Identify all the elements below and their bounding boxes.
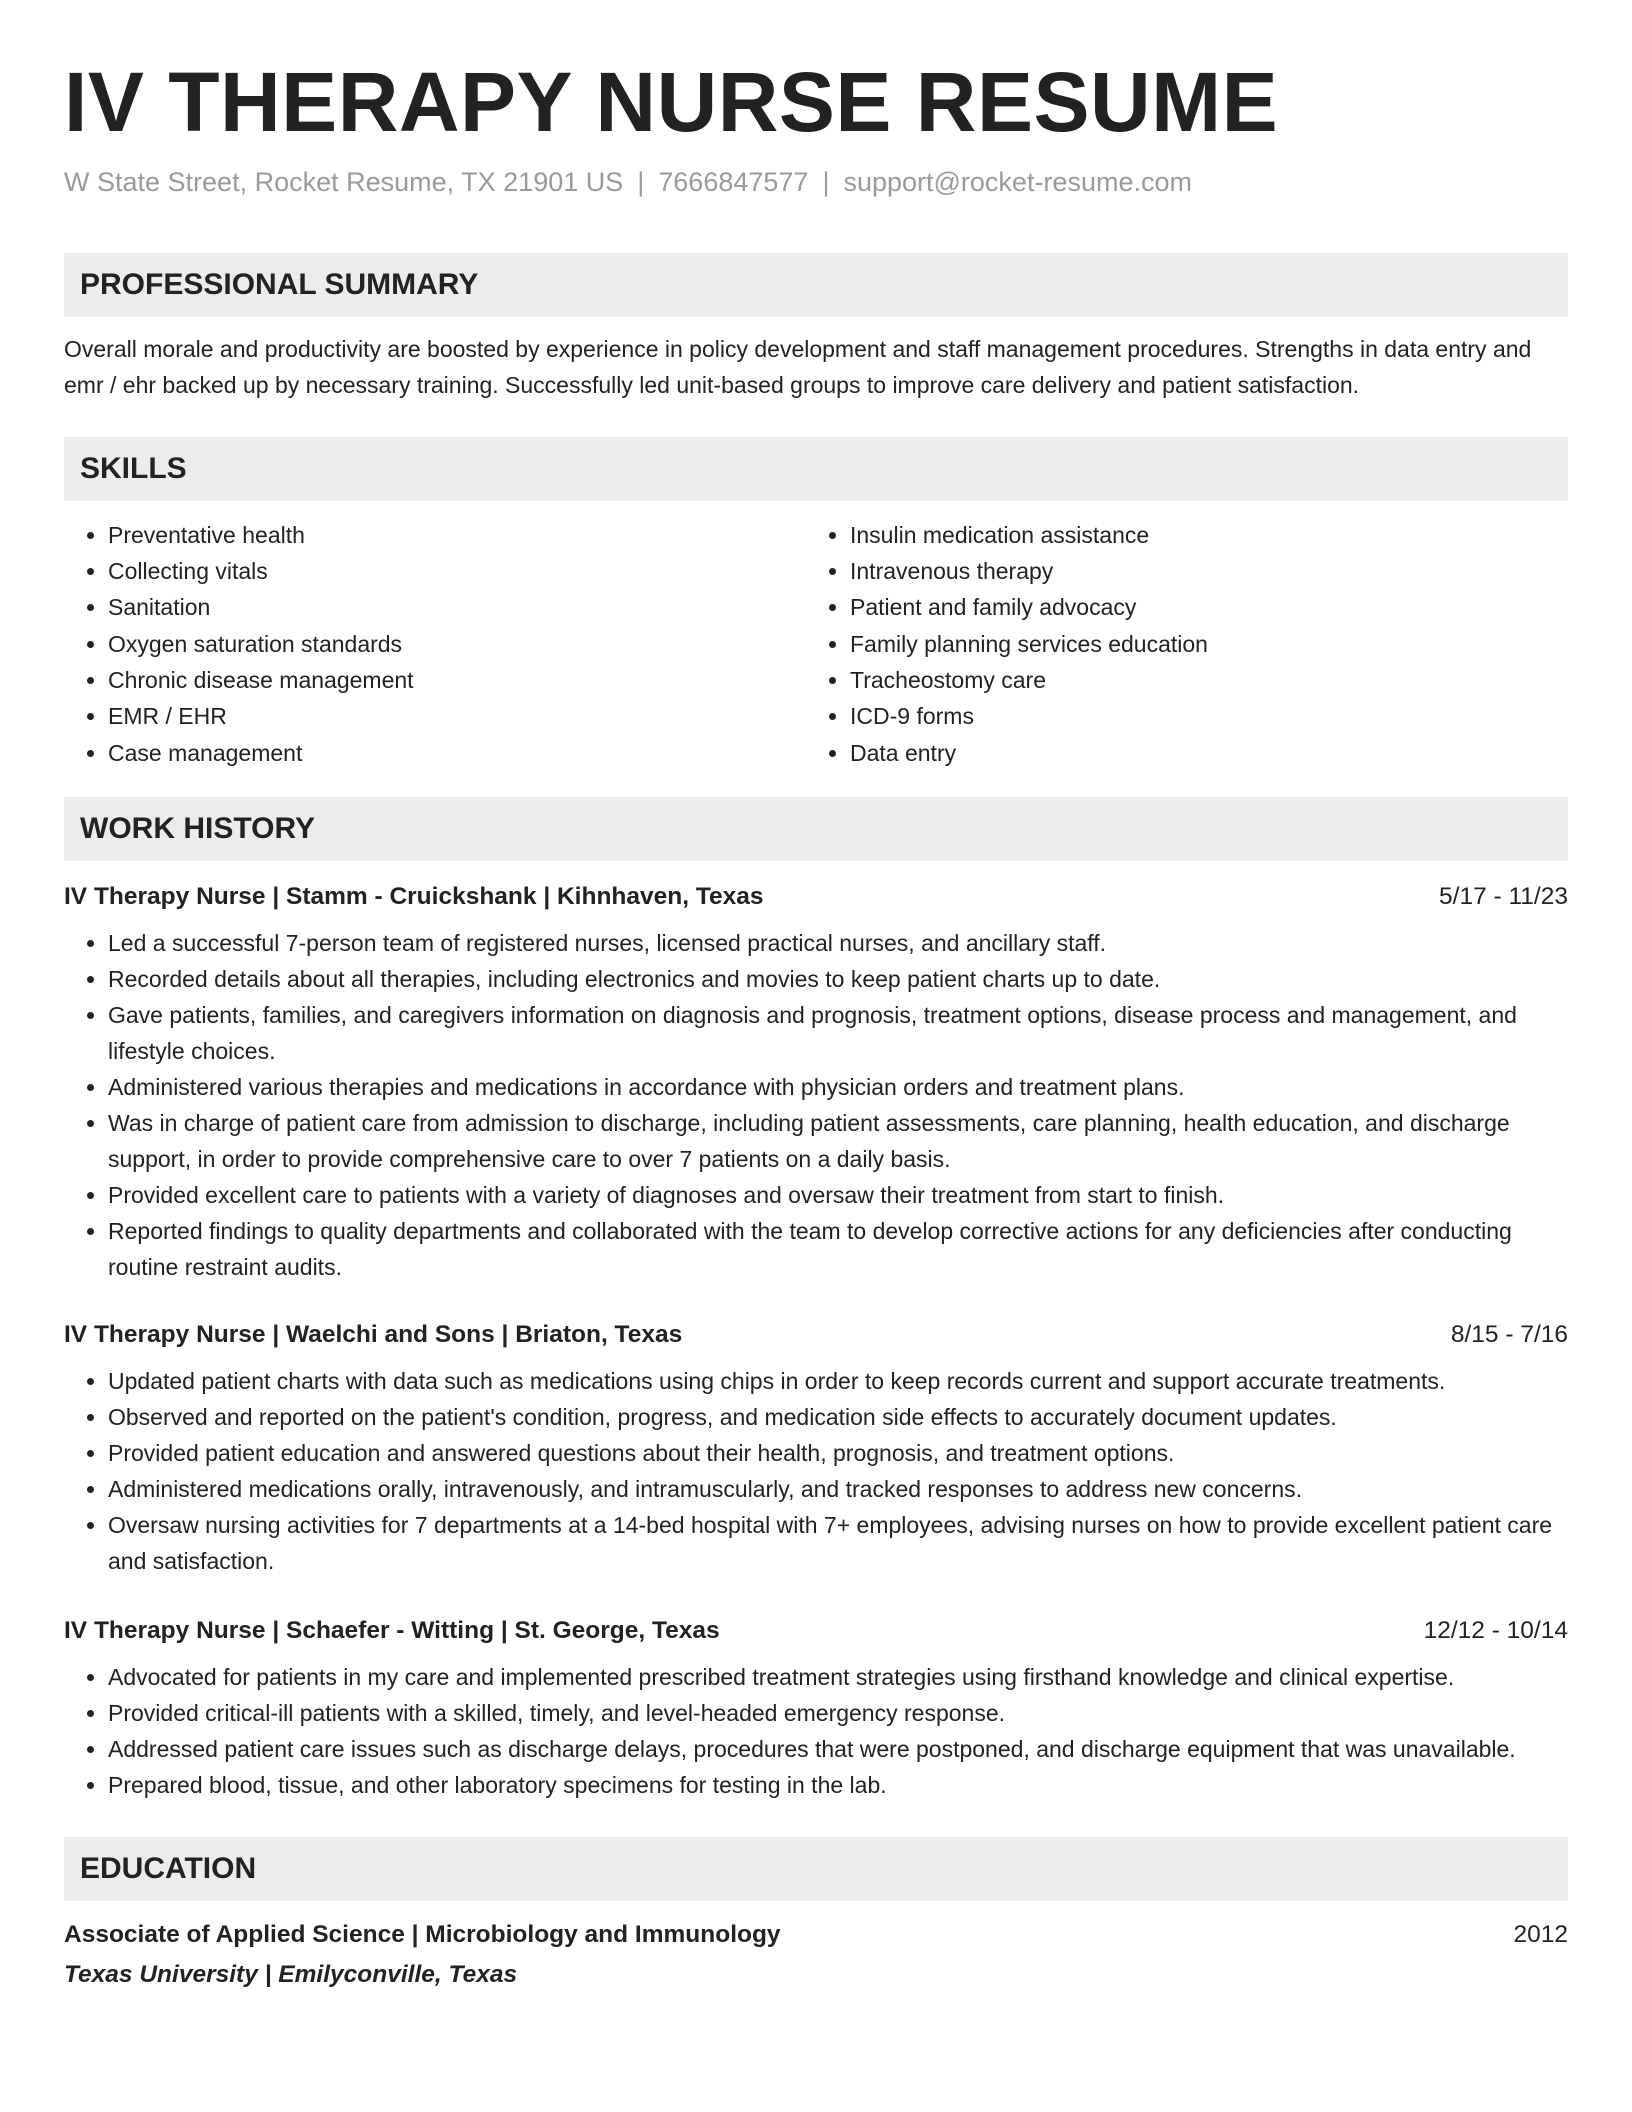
job-header [64, 1319, 1568, 1351]
summary-text: Overall morale and productivity are boosted by experience in policy development and staff management procedures. Strengths in data entry and emr / ehr backed up by necessary training. Successfully led unit-based groups to improve care delivery and patient satisfaction. [64, 335, 1532, 398]
job-bullet: • Reported findings to quality departments and collaborated with the team to develop corrective actions for any deficiencies after conducting routine restraint audits. [108, 1213, 1568, 1285]
education-header [64, 1919, 1568, 1951]
skills-columns [64, 517, 1568, 771]
job-bullets [64, 925, 1568, 1285]
education-year: 2012 [1513, 1920, 1568, 1948]
job-bullet: • Addressed patient care issues such as discharge delays, procedures that were postponed, and discharge equipment that was unavailable. [108, 1731, 1568, 1767]
job-bullet: • Administered medications orally, intravenously, and intramuscularly, and tracked responses to address new concerns. [108, 1471, 1568, 1507]
job-bullets [64, 1363, 1568, 1579]
skill-item: • Insulin medication assistance [850, 517, 1566, 553]
contact-separator: | [637, 167, 645, 198]
job-bullet: • Was in charge of patient care from admission to discharge, including patient assessments, care planning, health education, and discharge support, in order to provide comprehensive care to over 7 patients on a daily basis. [108, 1105, 1568, 1177]
contact-line [64, 166, 1568, 198]
job-dates: 12/12 - 10/14 [1423, 1616, 1568, 1644]
skill-item: • ICD-9 forms [850, 698, 1566, 734]
job-bullet: • Gave patients, families, and caregivers information on diagnosis and prognosis, treatment options, disease process and management, and lifestyle choices. [108, 997, 1568, 1069]
education-section-header: EDUCATION [64, 1837, 1568, 1901]
job-entry [64, 1319, 1568, 1579]
education-degree: Associate of Applied Science | Microbiology and Immunology [64, 1920, 781, 1948]
job-bullet: • Provided excellent care to patients with a variety of diagnoses and oversaw their treatment from start to finish. [108, 1177, 1568, 1213]
contact-separator: | [822, 167, 830, 198]
summary-section-header: PROFESSIONAL SUMMARY [64, 253, 1568, 317]
skill-item: • Case management [108, 735, 806, 771]
job-bullet: • Advocated for patients in my care and implemented prescribed treatment strategies using firsthand knowledge and clinical expertise. [108, 1659, 1568, 1695]
job-dates: 5/17 - 11/23 [1439, 882, 1568, 910]
work-history-section-header: WORK HISTORY [64, 797, 1568, 861]
job-heading: IV Therapy Nurse | Schaefer - Witting | St. George, Texas [64, 1616, 720, 1644]
skill-item: • Collecting vitals [108, 553, 806, 589]
job-heading: IV Therapy Nurse | Waelchi and Sons | Briaton, Texas [64, 1320, 683, 1348]
contact-email: support@rocket-resume.com [843, 167, 1192, 198]
contact-phone: 7666847577 [658, 167, 809, 198]
skills-section-header: SKILLS [64, 437, 1568, 501]
job-bullet: • Provided patient education and answered questions about their health, prognosis, and treatment options. [108, 1435, 1568, 1471]
job-header [64, 881, 1568, 913]
skill-item: • Sanitation [108, 589, 806, 625]
job-bullet: • Observed and reported on the patient's condition, progress, and medication side effects to accurately document updates. [108, 1399, 1568, 1435]
skills-left-list [64, 517, 806, 771]
skill-item: • Oxygen saturation standards [108, 626, 806, 662]
skill-item: • Data entry [850, 735, 1566, 771]
job-bullet: • Oversaw nursing activities for 7 departments at a 14-bed hospital with 7+ employees, advising nurses on how to provide excellent patient care and satisfaction. [108, 1507, 1568, 1579]
job-dates: 8/15 - 7/16 [1450, 1320, 1568, 1348]
skill-item: • Preventative health [108, 517, 806, 553]
resume-title: IV THERAPY NURSE RESUME [64, 55, 1279, 149]
education-school: Texas University | Emilyconville, Texas [64, 1960, 518, 1988]
skill-item: • Patient and family advocacy [850, 589, 1566, 625]
skill-item: • Tracheostomy care [850, 662, 1566, 698]
job-bullet: • Led a successful 7-person team of registered nurses, licensed practical nurses, and ancillary staff. [108, 925, 1568, 961]
job-entry [64, 1615, 1568, 1803]
skill-item: • Intravenous therapy [850, 553, 1566, 589]
job-bullet: • Prepared blood, tissue, and other laboratory specimens for testing in the lab. [108, 1767, 1568, 1803]
contact-address: W State Street, Rocket Resume, TX 21901 US [64, 167, 624, 198]
job-entry [64, 881, 1568, 1285]
job-bullets [64, 1659, 1568, 1803]
job-bullet: • Recorded details about all therapies, including electronics and movies to keep patient charts up to date. [108, 961, 1568, 997]
skill-item: • EMR / EHR [108, 698, 806, 734]
job-header [64, 1615, 1568, 1647]
job-bullet: • Administered various therapies and medications in accordance with physician orders and treatment plans. [108, 1069, 1568, 1105]
job-bullet: • Updated patient charts with data such as medications using chips in order to keep records current and support accurate treatments. [108, 1363, 1568, 1399]
skills-right-list [806, 517, 1566, 771]
skill-item: • Chronic disease management [108, 662, 806, 698]
job-heading: IV Therapy Nurse | Stamm - Cruickshank | Kihnhaven, Texas [64, 882, 764, 910]
job-bullet: • Provided critical-ill patients with a skilled, timely, and level-headed emergency response. [108, 1695, 1568, 1731]
skill-item: • Family planning services education [850, 626, 1566, 662]
